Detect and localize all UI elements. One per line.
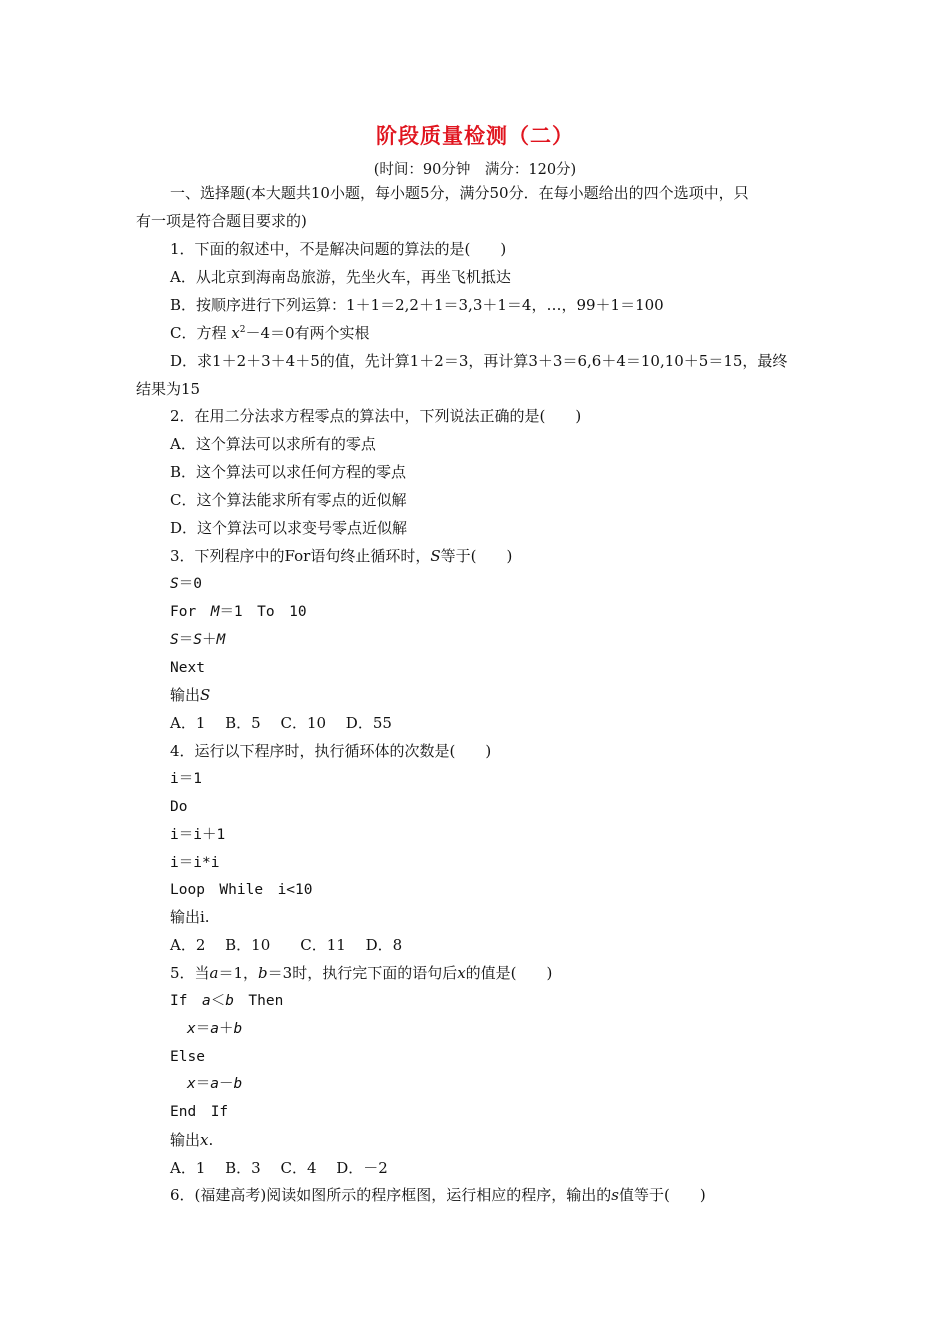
question-1-option-a: A．从北京到海南岛旅游，先坐火车，再坐飞机抵达 — [170, 268, 511, 286]
q5-code-line-2 — [187, 1019, 242, 1039]
q5-code1-pre: If — [170, 993, 202, 1009]
q3-code-line-2 — [170, 602, 307, 622]
q3-code2-var: M — [210, 604, 220, 620]
question-2-option-b: B．这个算法可以求任何方程的零点 — [170, 463, 407, 481]
q5-code-line-3: Else — [170, 1049, 205, 1065]
q5-code4-eq: ＝ — [195, 1076, 211, 1092]
q3-code3-v2: S — [193, 632, 202, 648]
q3-code3-eq: ＝ — [178, 632, 194, 648]
q5-code1-lt: ＜ — [210, 993, 226, 1009]
question-1-stem: 1．下面的叙述中，不是解决问题的算法的是( ) — [170, 240, 507, 258]
q3-code-line-1 — [170, 574, 202, 594]
question-1-option-b: B．按顺序进行下列运算：1＋1＝2,2＋1＝3,3＋1＝4，…，99＋1＝100 — [170, 296, 664, 314]
q5-stem-b: b — [258, 964, 268, 982]
q4-code-line-4: i＝i*i — [170, 855, 220, 871]
q3-code5-var: S — [200, 686, 211, 704]
q5-code-line-5: End If — [170, 1104, 229, 1120]
exam-info: (时间：90分钟 满分：120分) — [373, 162, 577, 178]
q3-code3-v1: S — [170, 632, 179, 648]
q6-stem-prefix: 6．(福建高考)阅读如图所示的程序框图，运行相应的程序，输出的 — [170, 1186, 612, 1204]
question-2-stem: 2．在用二分法求方程零点的算法中，下列说法正确的是( ) — [170, 407, 582, 425]
q4-code-line-3: i＝i＋1 — [170, 827, 226, 843]
q5-stem-p2: ＝1， — [218, 964, 259, 982]
question-5-options: A．1 B．3 C．4 D．－2 — [170, 1159, 388, 1177]
question-2-option-c: C．这个算法能求所有零点的近似解 — [170, 491, 407, 509]
question-6-stem — [170, 1185, 706, 1205]
question-5-stem — [170, 963, 552, 983]
q3-code-line-4: Next — [170, 660, 205, 676]
question-1-option-d-line2: 结果为15 — [136, 380, 201, 398]
question-3-options: A．1 B．5 C．10 D．55 — [170, 714, 392, 732]
question-1-option-c — [170, 323, 370, 343]
q5-code4-b: b — [233, 1076, 243, 1092]
q3-code2-pre: For — [170, 604, 211, 620]
q3-code-line-3 — [170, 630, 225, 650]
q5-code2-b: b — [233, 1021, 243, 1037]
question-4-stem: 4．运行以下程序时，执行循环体的次数是( ) — [170, 742, 492, 760]
q3-code2-post: ＝1 To 10 — [219, 604, 307, 620]
q1-c-prefix: C．方程 — [170, 324, 232, 342]
q5-code2-x: x — [187, 1021, 196, 1037]
q5-stem-p3: ＝3时，执行完下面的语句后 — [267, 964, 458, 982]
q6-stem-suffix: 值等于( ) — [618, 1186, 706, 1204]
section-intro-line2: 有一项是符合题目要求的) — [136, 212, 307, 230]
section-intro-line1: 一、选择题(本大题共10小题，每小题5分，满分50分．在每小题给出的四个选项中，只 — [170, 184, 749, 202]
q5-code6-x: x — [200, 1131, 209, 1149]
q5-code2-op: ＋ — [218, 1021, 234, 1037]
q3-code3-plus: ＋ — [201, 632, 217, 648]
q5-stem-a: a — [209, 964, 219, 982]
q5-stem-p4: 的值是( ) — [465, 964, 553, 982]
q3-stem-prefix: 3．下列程序中的For语句终止循环时， — [170, 547, 431, 565]
q3-code3-v3: M — [216, 632, 226, 648]
question-2-option-a: A．这个算法可以求所有的零点 — [170, 435, 376, 453]
q3-stem-suffix: 等于( ) — [440, 547, 513, 565]
q5-code6-post: . — [208, 1131, 214, 1149]
q1-c-suffix: －4＝0有两个实根 — [245, 324, 370, 342]
q5-code1-b: b — [225, 993, 234, 1009]
q5-code2-a: a — [210, 1021, 219, 1037]
q5-code4-op: － — [218, 1076, 234, 1092]
q5-stem-x: x — [457, 964, 466, 982]
question-1-option-d-line1: D．求1＋2＋3＋4＋5的值，先计算1＋2＝3，再计算3＋3＝6,6＋4＝10,10＋5＝15，最终 — [170, 352, 788, 370]
question-2-option-d: D．这个算法可以求变号零点近似解 — [170, 519, 408, 537]
q3-code5-pre: 输出 — [170, 686, 201, 704]
q5-code2-eq: ＝ — [195, 1021, 211, 1037]
q1-c-exponent: 2 — [239, 325, 246, 335]
q5-code1-a: a — [201, 993, 211, 1009]
q4-code-line-5: Loop While i<10 — [170, 882, 313, 898]
q5-code-line-6 — [170, 1130, 213, 1150]
q5-code-line-1 — [170, 991, 283, 1011]
q5-code4-a: a — [210, 1076, 219, 1092]
q5-code4-x: x — [187, 1076, 196, 1092]
q4-code-line-2: Do — [170, 799, 188, 815]
q5-code1-post: Then — [233, 993, 284, 1009]
q3-stem-variable: S — [430, 547, 441, 565]
q4-code-line-6: 输出i. — [170, 908, 210, 926]
question-3-stem — [170, 546, 512, 566]
q3-code1-rest: ＝0 — [178, 576, 202, 592]
page-title: 阶段质量检测（二） — [376, 124, 574, 148]
q4-code-line-1: i＝1 — [170, 771, 202, 787]
q5-code-line-4 — [187, 1074, 242, 1094]
q5-code6-pre: 输出 — [170, 1131, 201, 1149]
q3-code-line-5 — [170, 685, 210, 705]
q5-stem-p1: 5．当 — [170, 964, 210, 982]
q1-c-variable: x — [231, 324, 240, 342]
q3-code1-var: S — [170, 576, 179, 592]
question-4-options: A．2 B．10 C．11 D．8 — [170, 936, 403, 954]
q6-stem-variable: s — [611, 1186, 619, 1204]
